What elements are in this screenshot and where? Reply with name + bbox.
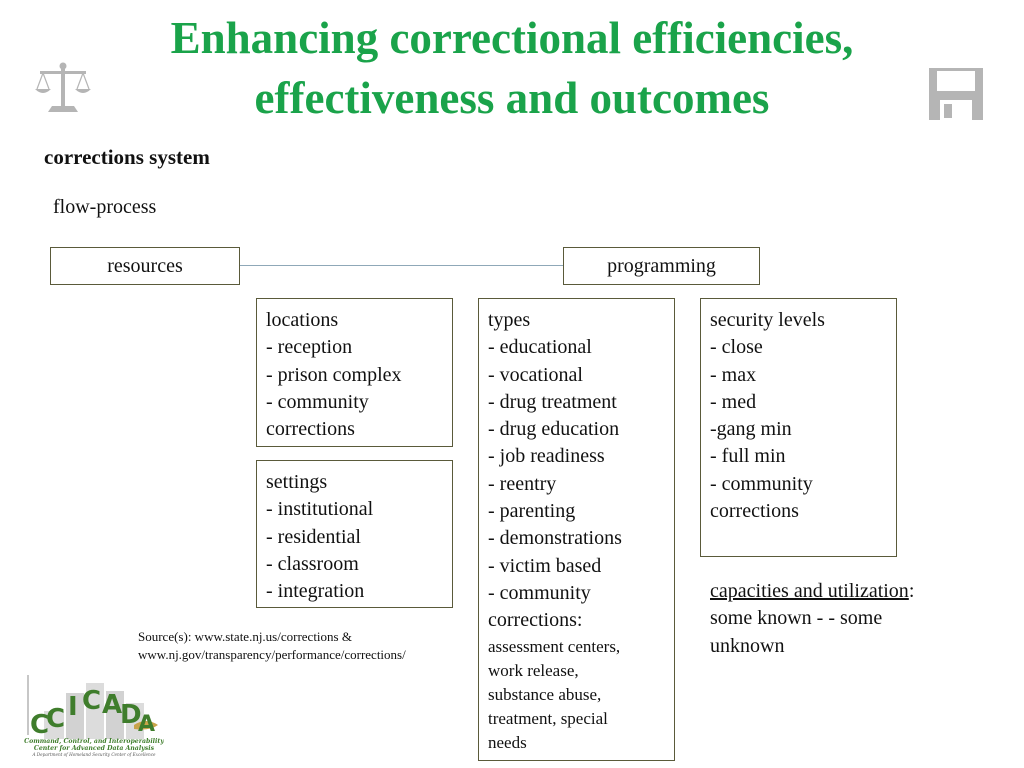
scales-of-justice-icon: [34, 62, 92, 114]
types-detail-line: work release,: [488, 660, 579, 680]
locations-line: - reception: [266, 336, 353, 359]
types-detail-line: substance abuse,: [488, 684, 602, 704]
capacities-note: [710, 578, 914, 660]
types-line: - reentry: [488, 472, 557, 495]
settings-box: [256, 460, 453, 608]
types-line: - demonstrations: [488, 527, 622, 550]
settings-line: - institutional: [266, 498, 374, 521]
settings-line: - classroom: [266, 552, 359, 575]
section-subheading: flow-process: [53, 196, 157, 218]
types-line: - job readiness: [488, 445, 605, 468]
svg-text:Command, Control, and Interope: Command, Control, and Interoperability: [24, 738, 164, 745]
security-line: - full min: [710, 445, 786, 468]
ccicada-logo: [24, 673, 164, 759]
resources-box: resources: [50, 247, 240, 285]
locations-box: [256, 298, 453, 447]
svg-text:A Department of Homeland Secur: A Department of Homeland Security Center of Excellence: [32, 752, 156, 757]
locations-line: - prison complex: [266, 363, 402, 386]
types-line: - community: [488, 581, 591, 604]
types-line: types: [488, 309, 531, 331]
security-line: -gang min: [710, 418, 792, 441]
security-line: corrections: [710, 500, 799, 523]
types-detail-line: needs: [488, 732, 527, 752]
svg-text:C: C: [30, 710, 50, 740]
locations-line: corrections: [266, 418, 355, 441]
types-detail-line: treatment, special: [488, 708, 608, 728]
types-box: [478, 298, 675, 761]
security-line: - max: [710, 363, 757, 386]
security-line: - med: [710, 390, 757, 413]
capacities-line-2: some known - - some: [710, 607, 883, 630]
types-line: - vocational: [488, 363, 583, 386]
types-line: - drug education: [488, 418, 620, 441]
svg-text:C: C: [46, 704, 66, 734]
types-line: - parenting: [488, 500, 576, 523]
svg-text:Center for Advanced Data Analy: Center for Advanced Data Analysis: [33, 745, 155, 752]
locations-line: locations: [266, 309, 339, 331]
svg-text:C: C: [82, 686, 102, 716]
svg-text:I: I: [68, 692, 78, 722]
section-heading: corrections system: [44, 145, 210, 169]
capacities-colon: :: [908, 580, 915, 602]
svg-text:A: A: [102, 690, 123, 720]
source-line-2: www.nj.gov/transparency/performance/corrections/: [138, 647, 406, 662]
settings-line: - integration: [266, 580, 365, 603]
capacities-line-3: unknown: [710, 634, 785, 657]
floppy-disk-icon: [929, 68, 983, 120]
security-line: security levels: [710, 309, 825, 331]
programming-box: programming: [563, 247, 760, 285]
security-line: - close: [710, 336, 763, 359]
source-citation: [138, 628, 406, 664]
capacities-line-1: [710, 578, 914, 605]
svg-text:D: D: [120, 700, 142, 730]
flow-connector: [240, 265, 564, 266]
source-line-1: Source(s): www.state.nj.us/corrections &: [138, 629, 352, 644]
types-line: - victim based: [488, 554, 602, 577]
settings-line: settings: [266, 471, 328, 493]
types-line: - educational: [488, 336, 592, 359]
slide-title-line-1: Enhancing correctional efficiencies,: [170, 13, 854, 63]
slide-title-line-2: effectiveness and outcomes: [254, 73, 770, 123]
types-line: corrections:: [488, 609, 583, 632]
slide-title: [0, 8, 1024, 128]
security-levels-box: [700, 298, 897, 557]
types-line: - drug treatment: [488, 390, 617, 413]
locations-line: - community: [266, 390, 369, 413]
svg-text:A: A: [138, 712, 156, 737]
capacities-label: capacities and utilization: [710, 580, 909, 602]
security-line: - community: [710, 472, 813, 495]
types-detail-line: assessment centers,: [488, 636, 621, 656]
settings-line: - residential: [266, 525, 361, 548]
